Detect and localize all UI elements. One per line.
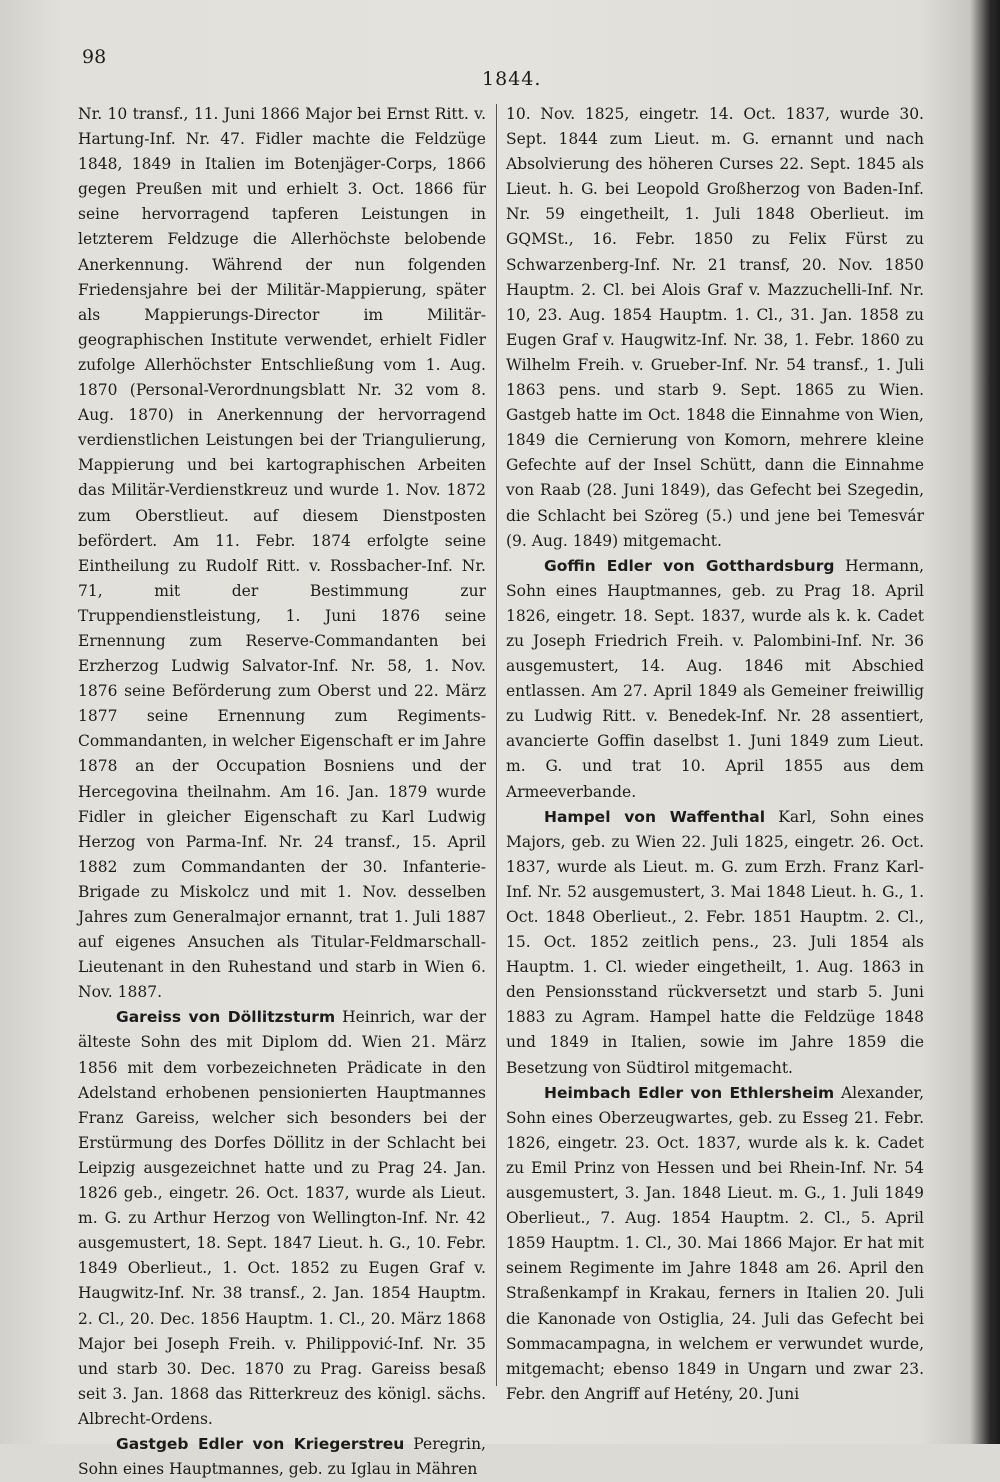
left-entry-gastgeb [78, 1432, 486, 1482]
entry-name-gareiss: Gareiss von Döllitzsturm [116, 1008, 336, 1027]
right-column [506, 102, 924, 1407]
entry-text-gastgeb: Peregrin, Sohn eines Hauptmannes, geb. zu Iglau in Mähren [78, 1434, 486, 1479]
entry-text-gareiss: Heinrich, war der älteste Sohn des mit Diplom dd. Wien 21. März 1856 mit dem vorbezeichneten Prädicate in den Adelstand erhobenen pensionierten Hauptmannes Franz Gareiss, welcher sich besonders bei der Erstürmung des Dorfes Döllitz in der Schlacht bei Leipzig ausgezeichnet hatte und zu Prag 24. Jan. 1826 geb., eingetr. 26. Oct. 1837, wurde als Lieut. m. G. zu Arthur Herzog von Wellington-Inf. Nr. 42 ausgemustert, 18. Sept. 1847 Lieut. h. G., 10. Febr. 1849 Oberlieut., 1. Oct. 1852 zu Eugen Graf v. Haugwitz-Inf. Nr. 38 transf., 2. Jan. 1854 Hauptm. 2. Cl., 20. Dec. 1856 Hauptm. 1. Cl., 20. März 1868 Major bei Joseph Freih. v. Philippović-Inf. Nr. 35 und starb 30. Dec. 1870 zu Prag. Gareiss besaß seit 3. Jan. 1868 das Ritterkreuz des königl. sächs. Albrecht-Ordens. [78, 1008, 486, 1428]
entry-text-heimbach: Alexander, Sohn eines Oberzeugwartes, geb. zu Esseg 21. Febr. 1826, eingetr. 23. Oct. 1837, wurde als k. k. Cadet zu Emil Prinz von Hessen und bei Rhein-Inf. Nr. 54 ausgemustert, 3. Jan. 1848 Lieut. m. G., 1. Juli 1849 Oberlieut., 7. Aug. 1854 Hauptm. 2. Cl., 5. April 1859 Hauptm. 1. Cl., 30. Mai 1866 Major. Er hat mit seinem Regimente im Jahre 1848 am 26. April den Straßenkampf in Krakau, ferners in Italien 20. Juli die Kanonade von Ostiglia, 24. Juli das Gefecht bei Sommacampagna, in welchem er verwundet wurde, mitgemacht; ebenso 1849 in Ungarn und zwar 23. Febr. den Angriff auf Hetény, 20. Juni [506, 1083, 924, 1403]
entry-name-heimbach: Heimbach Edler von Ethlersheim [544, 1083, 835, 1102]
right-entry-hampel [506, 805, 924, 1081]
left-column [78, 102, 486, 1482]
entry-text-goffin: Hermann, Sohn eines Hauptmannes, geb. zu Prag 18. April 1826, eingetr. 18. Sept. 1837, wurde als k. k. Cadet zu Joseph Friedrich Freih. v. Palombini-Inf. Nr. 36 ausgemustert, 14. Aug. 1846 mit Abschied entlassen. Am 27. April 1849 als Gemeiner freiwillig zu Ludwig Ritt. v. Benedek-Inf. Nr. 28 assentiert, avancierte Goffin daselbst 1. Juni 1849 zum Lieut. m. G. und trat 10. April 1855 aus dem Armeeverbande. [506, 556, 924, 801]
entry-text-hampel: Karl, Sohn eines Majors, geb. zu Wien 22. Juli 1825, eingetr. 26. Oct. 1837, wurde als Lieut. m. G. zum Erzh. Franz Karl-Inf. Nr. 52 ausgemustert, 3. Mai 1848 Lieut. h. G., 1. Oct. 1848 Oberlieut., 2. Febr. 1851 Hauptm. 2. Cl., 15. Oct. 1852 zeitlich pens., 23. Juli 1854 als Hauptm. 1. Cl. wieder eingetheilt, 1. Aug. 1863 in den Pensionsstand rückversetzt und starb 5. Juni 1883 zu Agram. Hampel hatte die Feldzüge 1848 und 1849 in Italien, sowie im Jahre 1859 die Besetzung von Südtirol mitgemacht. [506, 807, 925, 1077]
running-header-year: 1844. [482, 68, 542, 90]
entry-name-goffin: Goffin Edler von Gotthardsburg [544, 556, 835, 575]
column-divider [496, 104, 497, 1386]
left-continuation-paragraph: Nr. 10 transf., 11. Juni 1866 Major bei Ernst Ritt. v. Hartung-Inf. Nr. 47. Fidler machte die Feldzüge 1848, 1849 in Italien im Botenjäger-Corps, 1866 gegen Preußen mit und erhielt 3. Oct. 1866 für seine hervorragend tapferen Leistungen in letzterem Feldzuge die Allerhöchste belobende Anerkennung. Während der nun folgenden Friedensjahre bei der Militär-Mappierung, später als Mappierungs-Director im Militär-geographischen Institute verwendet, erhielt Fidler zufolge Allerhöchster Entschließung vom 1. Aug. 1870 (Personal-Verordnungsblatt Nr. 32 vom 8. Aug. 1870) in Anerkennung der hervorragend verdienstlichen Leistungen bei der Triangulierung, Mappierung und bei kartographischen Arbeiten das Militär-Verdienstkreuz und wurde 1. Nov. 1872 zum Oberstlieut. auf diesem Dienstposten befördert. Am 11. Febr. 1874 erfolgte seine Eintheilung zu Rudolf Ritt. v. Rossbacher-Inf. Nr. 71, mit der Bestimmung zur Truppendienstleistung, 1. Juni 1876 seine Ernennung zum Reserve-Commandanten bei Erzherzog Ludwig Salvator-Inf. Nr. 58, 1. Nov. 1876 seine Beförderung zum Oberst und 22. März 1877 seine Ernennung zum Regiments-Commandanten, in welcher Eigenschaft er im Jahre 1878 an der Occupation Bosniens und der Hercegovina theilnahm. Am 16. Jan. 1879 wurde Fidler in gleicher Eigenschaft zu Karl Ludwig Herzog von Parma-Inf. Nr. 24 transf., 15. April 1882 zum Commandanten der 30. Infanterie-Brigade zu Miskolcz und mit 1. Nov. desselben Jahres zum Generalmajor ernannt, trat 1. Juli 1887 auf eigenes Ansuchen als Titular-Feldmarschall-Lieutenant in den Ruhestand und starb in Wien 6. Nov. 1887. [78, 105, 486, 1002]
left-entry-gareiss [78, 1005, 486, 1432]
entry-name-hampel: Hampel von Waffenthal [544, 807, 766, 826]
right-entry-heimbach [506, 1081, 924, 1407]
page-number: 98 [82, 46, 107, 68]
entry-name-gastgeb: Gastgeb Edler von Kriegerstreu [116, 1434, 405, 1453]
right-continuation-paragraph: 10. Nov. 1825, eingetr. 14. Oct. 1837, wurde 30. Sept. 1844 zum Lieut. m. G. ernannt und nach Absolvierung des höheren Curses 22. Sept. 1845 als Lieut. h. G. bei Leopold Großherzog von Baden-Inf. Nr. 59 eingetheilt, 1. Juli 1848 Oberlieut. im GQMSt., 16. Febr. 1850 zu Felix Fürst zu Schwarzenberg-Inf. Nr. 21 transf, 20. Nov. 1850 Hauptm. 2. Cl. bei Alois Graf v. Mazzuchelli-Inf. Nr. 10, 23. Aug. 1854 Hauptm. 1. Cl., 31. Jan. 1858 zu Eugen Graf v. Haugwitz-Inf. Nr. 38, 1. Febr. 1860 zu Wilhelm Freih. v. Grueber-Inf. Nr. 54 transf., 1. Juli 1863 pens. und starb 9. Sept. 1865 zu Wien. Gastgeb hatte im Oct. 1848 die Einnahme von Wien, 1849 die Cernierung von Komorn, mehrere kleine Gefechte auf der Insel Schütt, dann die Einnahme von Raab (28. Juni 1849), das Gefecht bei Szegedin, die Schlacht bei Szöreg (5.) und jene bei Temesvár (9. Aug. 1849) mitgemacht. [506, 105, 924, 550]
right-entry-goffin [506, 554, 924, 805]
